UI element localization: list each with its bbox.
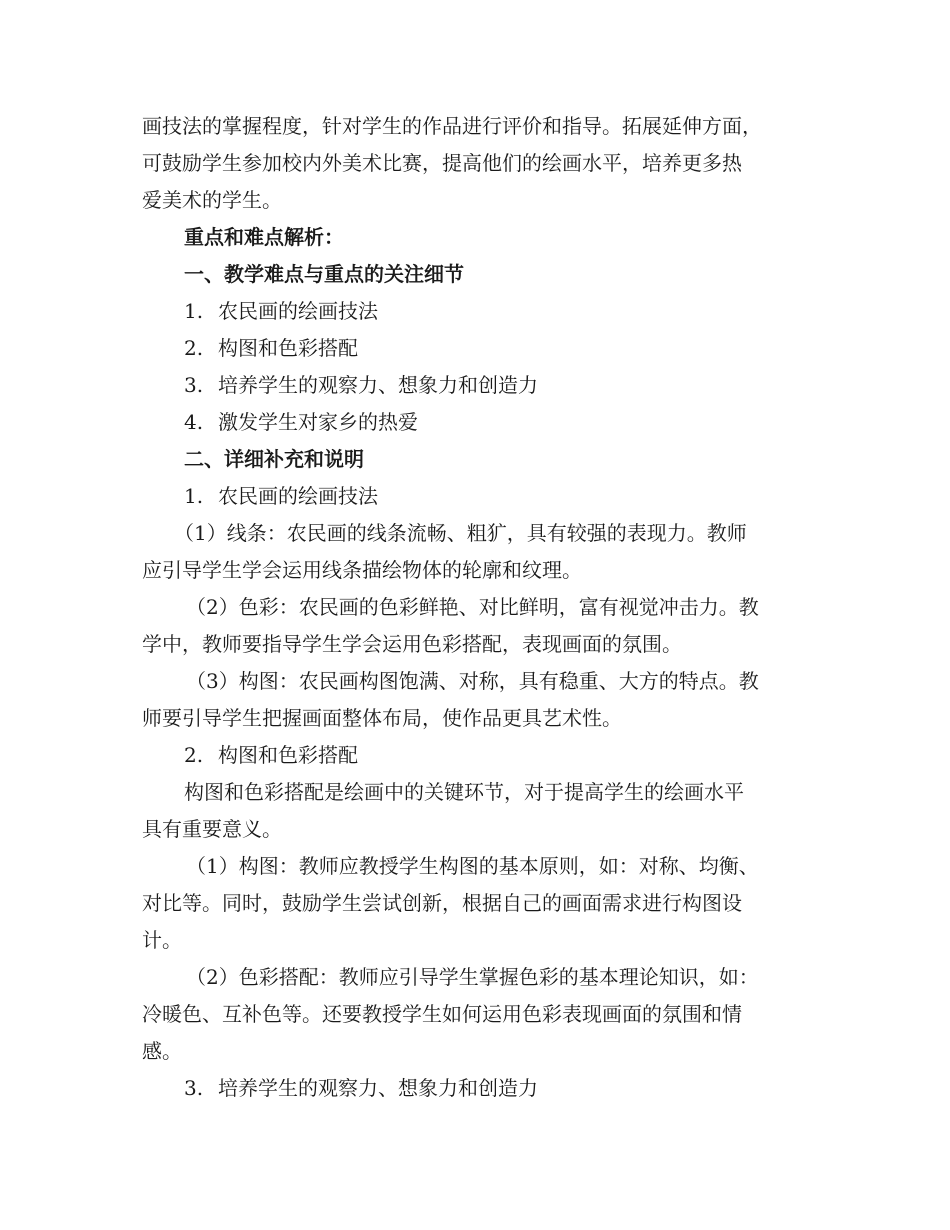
subsection-3-title: 3. 培养学生的观察力、想象力和创造力 <box>184 1076 538 1100</box>
subsection-2-para-1-line-1: （1）构图：教师应教授学生构图的基本原则，如：对称、均衡、 <box>186 854 759 878</box>
section-1-title: 一、教学难点与重点的关注细节 <box>184 262 464 286</box>
subsection-1-para-3-line-2: 师要引导学生把握画面整体布局，使作品更具艺术性。 <box>142 706 622 730</box>
subsection-1-para-1-line-2: 应引导学生学会运用线条描绘物体的轮廓和纹理。 <box>142 558 582 582</box>
subsection-1-para-2-line-1: （2）色彩：农民画的色彩鲜艳、对比鲜明，富有视觉冲击力。教 <box>186 595 759 619</box>
intro-line-3: 爱美术的学生。 <box>142 188 282 212</box>
section-1-item: 2. 构图和色彩搭配 <box>184 336 358 360</box>
heading-key-points: 重点和难点解析： <box>184 225 344 249</box>
section-1-item: 3. 培养学生的观察力、想象力和创造力 <box>184 373 538 397</box>
subsection-1-para-2-line-2: 学中，教师要指导学生学会运用色彩搭配，表现画面的氛围。 <box>142 632 682 656</box>
subsection-1-title: 1. 农民画的绘画技法 <box>184 484 378 508</box>
subsection-2-para-1-line-2: 对比等。同时，鼓励学生尝试创新，根据自己的画面需求进行构图设 <box>142 891 742 915</box>
section-2-title: 二、详细补充和说明 <box>184 447 364 471</box>
section-1-item: 1. 农民画的绘画技法 <box>184 299 378 323</box>
subsection-1-para-1-line-1: （1）线条：农民画的线条流畅、粗犷，具有较强的表现力。教师 <box>174 521 747 545</box>
subsection-2-intro-line-2: 具有重要意义。 <box>142 817 282 841</box>
subsection-2-para-2-line-1: （2）色彩搭配：教师应引导学生掌握色彩的基本理论知识，如： <box>186 965 759 989</box>
intro-line-2: 可鼓励学生参加校内外美术比赛，提高他们的绘画水平，培养更多热 <box>142 151 742 175</box>
document-body <box>142 108 808 1107</box>
subsection-2-para-2-line-2: 冷暖色、互补色等。还要教授学生如何运用色彩表现画面的氛围和情 <box>142 1002 742 1026</box>
subsection-2-para-1-line-3: 计。 <box>142 928 182 952</box>
subsection-2-intro-line-1: 构图和色彩搭配是绘画中的关键环节，对于提高学生的绘画水平 <box>184 780 744 804</box>
subsection-2-title: 2. 构图和色彩搭配 <box>184 743 358 767</box>
subsection-2-para-2-line-3: 感。 <box>142 1039 182 1063</box>
subsection-1-para-3-line-1: （3）构图：农民画构图饱满、对称，具有稳重、大方的特点。教 <box>186 669 759 693</box>
section-1-item: 4. 激发学生对家乡的热爱 <box>184 410 418 434</box>
intro-line-1: 画技法的掌握程度，针对学生的作品进行评价和指导。拓展延伸方面， <box>142 114 762 138</box>
